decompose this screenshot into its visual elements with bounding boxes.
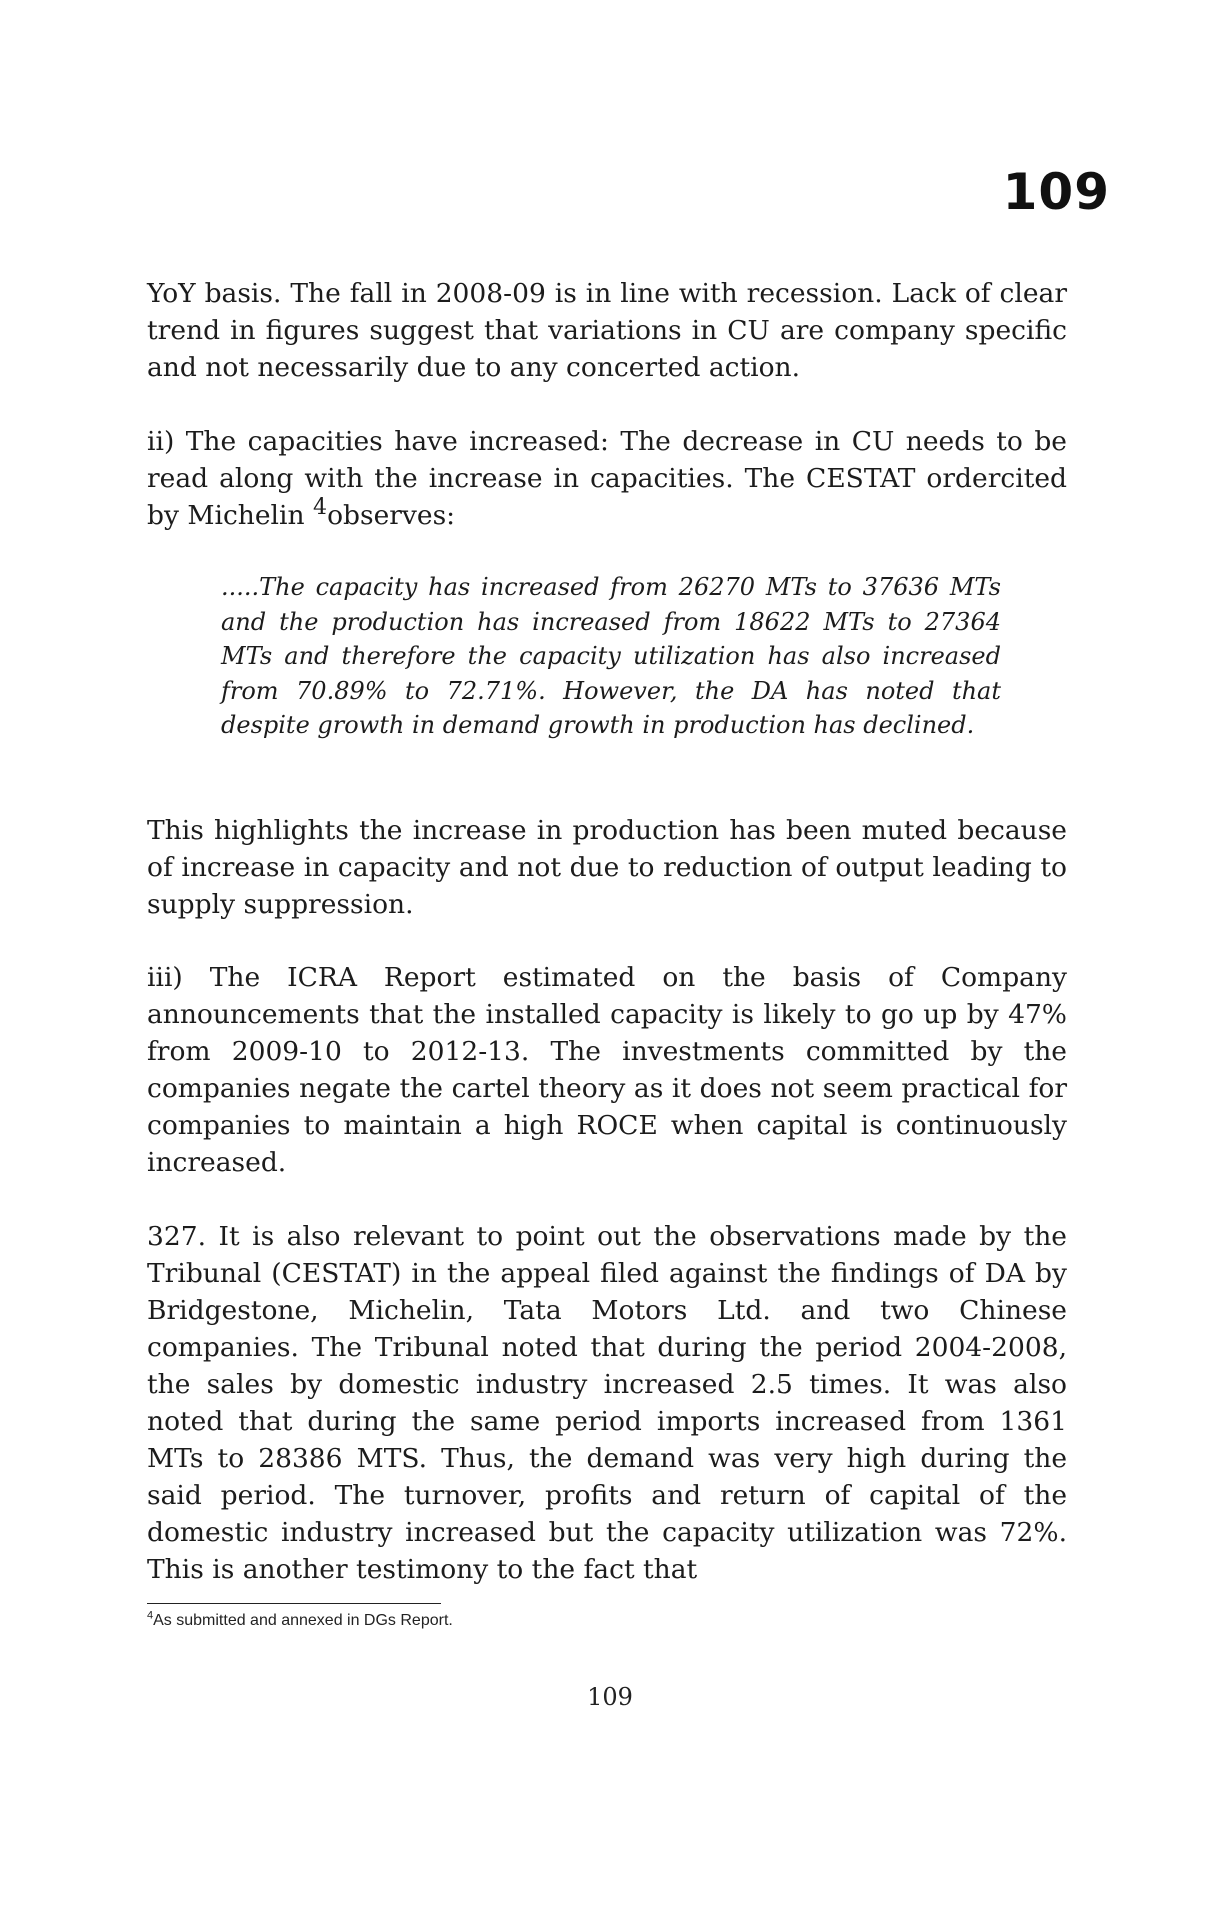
header-page-number: 109 xyxy=(1002,163,1110,221)
paragraph-yoy-basis: YoY basis. The fall in 2008-09 is in line with recession. Lack of clear trend in figures suggest that variations in CU are company specific and not necessarily due to any concerted action. xyxy=(147,278,1067,383)
footnote-text: As submitted and annexed in DGs Report. xyxy=(153,1612,453,1629)
paragraph-327-tribunal: 327. It is also relevant to point out the observations made by the Tribunal (CESTAT) in the appeal filed against the findings of DA by Bridgestone, Michelin, Tata Motors Ltd. and two Chinese companies. The Tribunal noted that during the period 2004-2008, the sales by domestic industry increased 2.5 times. It was also noted that during the same period imports increased from 1361 MTs to 28386 MTS. Thus, the demand was very high during the said period. The turnover, profits and return of capital of the domestic industry increased but the capacity utilization was 72%. This is another testimony to the fact that xyxy=(147,1221,1067,1585)
footnote-divider xyxy=(147,1603,441,1604)
footnote-marker: 4 xyxy=(147,1609,154,1622)
paragraph-capacities-observes: observes: xyxy=(327,500,456,531)
cestat-quote-block: .....The capacity has increased from 26270 MTs to 37636 MTs and the production has increased from 18622 MTs to 27364 MTs and therefore the capacity utilization has also increased from 70.89% to 72.71%. However, the DA has noted that despite growth in demand growth in production has declined. xyxy=(221,573,1001,739)
footnote xyxy=(147,1609,453,1630)
paragraph-icra-report: iii) The ICRA Report estimated on the basis of Company announcements that the installed capacity is likely to go up by 47% from 2009-10 to 2012-13. The investments committed by the companies negate the cartel theory as it does not seem practical for companies to maintain a high ROCE when capital is continuously increased. xyxy=(147,962,1067,1178)
paragraph-capacities-increased xyxy=(147,423,1067,534)
paragraph-capacities-text: ii) The capacities have increased: The decrease in CU needs to be read along with the increase in capacities. The CESTAT ordercited by Michelin xyxy=(147,426,1067,531)
paragraph-production-muted: This highlights the increase in production has been muted because of increase in capacity and not due to reduction of output leading to supply suppression. xyxy=(147,815,1067,920)
footer-page-number: 109 xyxy=(587,1683,633,1711)
footnote-reference-marker: 4 xyxy=(313,495,328,521)
